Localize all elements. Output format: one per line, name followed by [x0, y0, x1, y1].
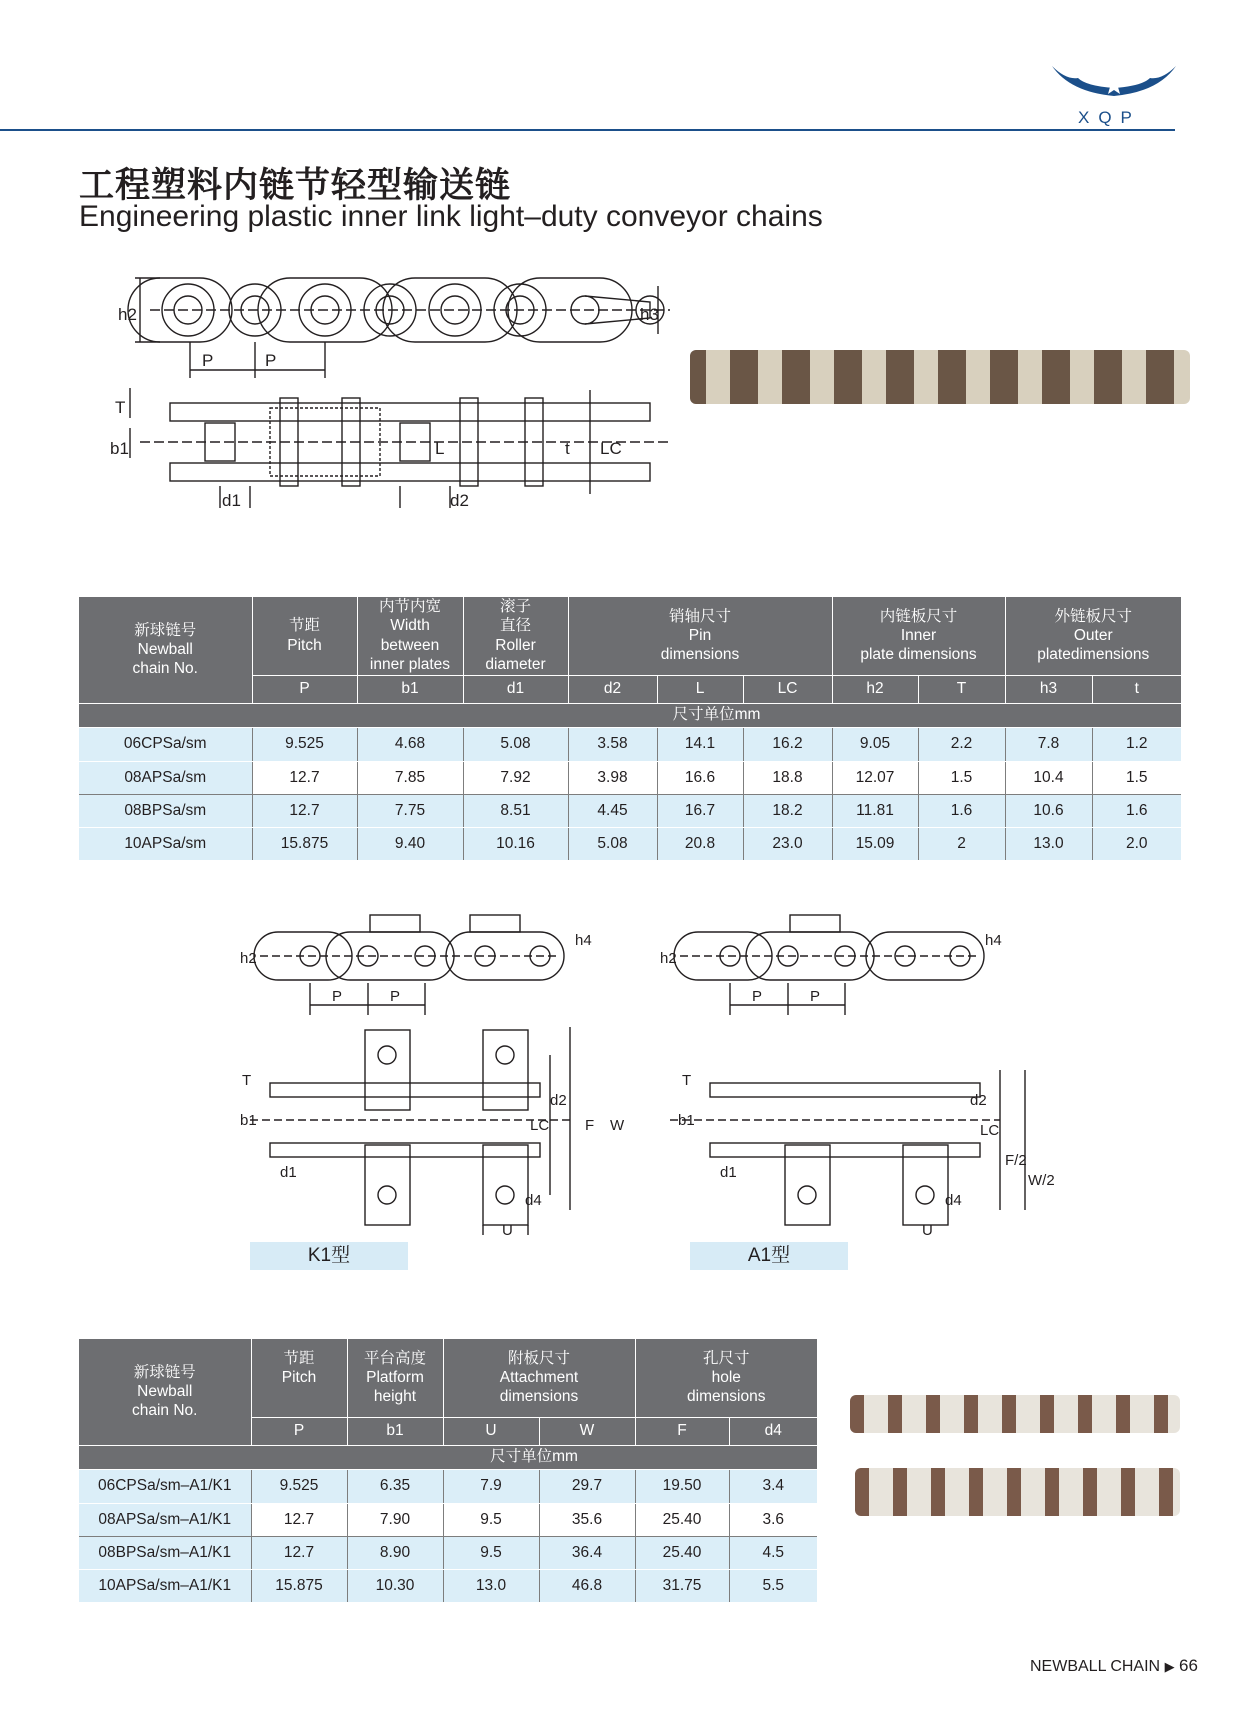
table-cell: 36.4: [539, 1536, 635, 1569]
a1-d1-label: d1: [720, 1164, 737, 1181]
k1-b1-label: b1: [240, 1112, 257, 1129]
triangle-right-icon: ▶: [1164, 1659, 1175, 1674]
table-cell: 08APSa/sm–A1/K1: [79, 1503, 251, 1536]
table-cell: 3.4: [729, 1469, 817, 1503]
dim-p-label-1: P: [202, 351, 214, 370]
table-cell: 2.0: [1092, 827, 1181, 860]
table-cell: 15.875: [252, 827, 357, 860]
k1-d1-label: d1: [280, 1164, 297, 1181]
a1-d4-label: d4: [945, 1192, 962, 1209]
table-cell: 13.0: [1005, 827, 1092, 860]
table-cell: 9.525: [252, 727, 357, 761]
attachment-chain-photo-k1: [855, 1468, 1180, 1516]
table-cell: 10.30: [347, 1569, 443, 1602]
table-cell: 18.2: [743, 794, 832, 827]
k1-attachment-drawing: [240, 905, 640, 1245]
table-cell: 10APSa/sm: [79, 827, 252, 860]
table-cell: 15.875: [251, 1569, 347, 1602]
th2-unit: 尺寸单位mm: [251, 1445, 817, 1469]
th2-sym-u: U: [443, 1417, 539, 1445]
wing-logo-icon: [1050, 62, 1178, 110]
th2-chain-no: 新球链号 Newball chain No.: [79, 1339, 251, 1445]
th-chain-no: 新球链号 Newball chain No.: [79, 597, 252, 703]
a1-p-label: P: [752, 988, 763, 1005]
k1-d4-label: d4: [525, 1192, 542, 1209]
page-title-cn: 工程塑料内链节轻型输送链: [79, 166, 512, 206]
table-cell: 10.16: [463, 827, 568, 860]
th-sym-h3: h3: [1005, 675, 1092, 703]
th-sym-t-small: t: [1092, 675, 1181, 703]
table-cell: 35.6: [539, 1503, 635, 1536]
th2-sym-d4: d4: [729, 1417, 817, 1445]
dim-t-label: T: [115, 398, 126, 417]
table-cell: 16.6: [657, 761, 743, 794]
k1-d2-label: d2: [550, 1092, 567, 1109]
th2-sym-f: F: [635, 1417, 729, 1445]
table-cell: 9.40: [357, 827, 463, 860]
brand-logo: [1050, 62, 1178, 110]
table-cell: 11.81: [832, 794, 918, 827]
table-cell: 7.9: [443, 1469, 539, 1503]
k1-h2-label: h2: [240, 950, 257, 967]
table-cell: 46.8: [539, 1569, 635, 1602]
k1-u-label: U: [502, 1222, 513, 1239]
table-cell: 16.2: [743, 727, 832, 761]
table-cell: 19.50: [635, 1469, 729, 1503]
a1-t-label: T: [682, 1072, 692, 1089]
table-cell: 9.5: [443, 1536, 539, 1569]
table-cell: 14.1: [657, 727, 743, 761]
table-cell: 6.35: [347, 1469, 443, 1503]
table-cell: 06CPSa/sm: [79, 727, 252, 761]
th2-blank: [79, 1445, 251, 1469]
table-cell: 9.525: [251, 1469, 347, 1503]
dim-h2-label: h2: [118, 305, 137, 324]
chain-photo: [690, 350, 1190, 404]
th-sym-t: T: [918, 675, 1005, 703]
spec-table-1: [79, 597, 1181, 861]
k1-lc-label: LC: [530, 1117, 550, 1134]
th-sym-h2: h2: [832, 675, 918, 703]
a1-h4-label: h4: [985, 932, 1002, 949]
table-cell: 13.0: [443, 1569, 539, 1602]
a1-w2-label: W/2: [1028, 1172, 1055, 1189]
brand-text: XQP: [1078, 108, 1141, 127]
a1-u-label: U: [922, 1222, 933, 1239]
table-cell: 5.08: [463, 727, 568, 761]
k1-h4-label: h4: [575, 932, 592, 949]
k1-t-label: T: [242, 1072, 252, 1089]
th-unit: 尺寸单位mm: [252, 703, 1181, 727]
table-cell: 10.4: [1005, 761, 1092, 794]
th2-sym-p: P: [251, 1417, 347, 1445]
table-cell: 9.5: [443, 1503, 539, 1536]
dim-l-label: L: [435, 439, 445, 458]
table-cell: 3.6: [729, 1503, 817, 1536]
dim-p-label-2: P: [265, 351, 277, 370]
table-cell: 7.75: [357, 794, 463, 827]
a1-lc-label: LC: [980, 1122, 1000, 1139]
page-title-en: Engineering plastic inner link light–duty conveyor chains: [79, 200, 823, 233]
th-outer: 外链板尺寸 Outer platedimensions: [1005, 597, 1181, 675]
th-inner: 内链板尺寸 Inner plate dimensions: [832, 597, 1005, 675]
table-cell: 1.5: [1092, 761, 1181, 794]
a1-attachment-drawing: [660, 905, 1060, 1245]
footer-brand: NEWBALL CHAIN: [1030, 1658, 1161, 1675]
a1-d2-label: d2: [970, 1092, 987, 1109]
table-cell: 7.8: [1005, 727, 1092, 761]
th2-sym-w: W: [539, 1417, 635, 1445]
table-cell: 20.8: [657, 827, 743, 860]
th-pin: 销轴尺寸 Pin dimensions: [568, 597, 832, 675]
table-cell: 31.75: [635, 1569, 729, 1602]
table-cell: 25.40: [635, 1503, 729, 1536]
table-cell: 15.09: [832, 827, 918, 860]
table-cell: 18.8: [743, 761, 832, 794]
dim-lc-label: LC: [600, 439, 622, 458]
th2-pitch: 节距 Pitch: [251, 1339, 347, 1417]
th-width: 内节内宽 Width between inner plates: [357, 597, 463, 675]
a1-f2-label: F/2: [1005, 1152, 1027, 1169]
table-cell: 7.92: [463, 761, 568, 794]
table-cell: 8.51: [463, 794, 568, 827]
a1-caption: A1型: [690, 1242, 848, 1270]
table-cell: 1.5: [918, 761, 1005, 794]
table-cell: 5.5: [729, 1569, 817, 1602]
table-cell: 5.08: [568, 827, 657, 860]
table-cell: 2: [918, 827, 1005, 860]
table-cell: 29.7: [539, 1469, 635, 1503]
table-cell: 08APSa/sm: [79, 761, 252, 794]
dim-d1-label: d1: [222, 491, 241, 510]
th-sym-d2: d2: [568, 675, 657, 703]
th2-hole: 孔尺寸 hole dimensions: [635, 1339, 817, 1417]
table-cell: 06CPSa/sm–A1/K1: [79, 1469, 251, 1503]
th2-sym-b1: b1: [347, 1417, 443, 1445]
table-cell: 1.6: [918, 794, 1005, 827]
k1-caption: K1型: [250, 1242, 408, 1270]
table-cell: 7.90: [347, 1503, 443, 1536]
table-cell: 2.2: [918, 727, 1005, 761]
dim-h3-label: h3: [640, 305, 659, 324]
th-sym-b1: b1: [357, 675, 463, 703]
a1-b1-label: b1: [678, 1112, 695, 1129]
table-cell: 16.7: [657, 794, 743, 827]
k1-p-label-2: P: [390, 988, 401, 1005]
k1-f-label: F: [585, 1117, 595, 1134]
dim-t-small-label: t: [565, 439, 570, 458]
table-cell: 12.07: [832, 761, 918, 794]
k1-w-label: W: [610, 1117, 625, 1134]
table-cell: 25.40: [635, 1536, 729, 1569]
table-cell: 12.7: [251, 1536, 347, 1569]
spec-table-2: [79, 1339, 817, 1603]
table-cell: 12.7: [252, 794, 357, 827]
table-cell: 8.90: [347, 1536, 443, 1569]
th-pitch: 节距 Pitch: [252, 597, 357, 675]
k1-p-label: P: [332, 988, 343, 1005]
a1-p-label-2: P: [810, 988, 821, 1005]
dim-b1-label: b1: [110, 439, 129, 458]
header-divider: [0, 129, 1175, 131]
dim-d2-label: d2: [450, 491, 469, 510]
table-cell: 08BPSa/sm–A1/K1: [79, 1536, 251, 1569]
table-cell: 3.98: [568, 761, 657, 794]
th-blank: [79, 703, 252, 727]
table-cell: 4.68: [357, 727, 463, 761]
th-roller: 滚子 直径 Roller diameter: [463, 597, 568, 675]
table-cell: 10.6: [1005, 794, 1092, 827]
a1-h2-label: h2: [660, 950, 677, 967]
table-cell: 08BPSa/sm: [79, 794, 252, 827]
table-cell: 12.7: [251, 1503, 347, 1536]
th-sym-l: L: [657, 675, 743, 703]
attachment-chain-photo-a1: [850, 1395, 1180, 1433]
page-number: 66: [1179, 1656, 1198, 1675]
table-cell: 1.6: [1092, 794, 1181, 827]
footer: [1030, 1656, 1198, 1676]
th2-platform: 平台高度 Platform height: [347, 1339, 443, 1417]
table-cell: 9.05: [832, 727, 918, 761]
table-cell: 4.5: [729, 1536, 817, 1569]
chain-side-view-drawing: [110, 258, 670, 578]
table-cell: 7.85: [357, 761, 463, 794]
th2-attachment: 附板尺寸 Attachment dimensions: [443, 1339, 635, 1417]
table-cell: 12.7: [252, 761, 357, 794]
th-sym-d1: d1: [463, 675, 568, 703]
table-cell: 23.0: [743, 827, 832, 860]
table-cell: 10APSa/sm–A1/K1: [79, 1569, 251, 1602]
th-sym-p: P: [252, 675, 357, 703]
table-cell: 3.58: [568, 727, 657, 761]
table-cell: 4.45: [568, 794, 657, 827]
th-sym-lc: LC: [743, 675, 832, 703]
table-cell: 1.2: [1092, 727, 1181, 761]
